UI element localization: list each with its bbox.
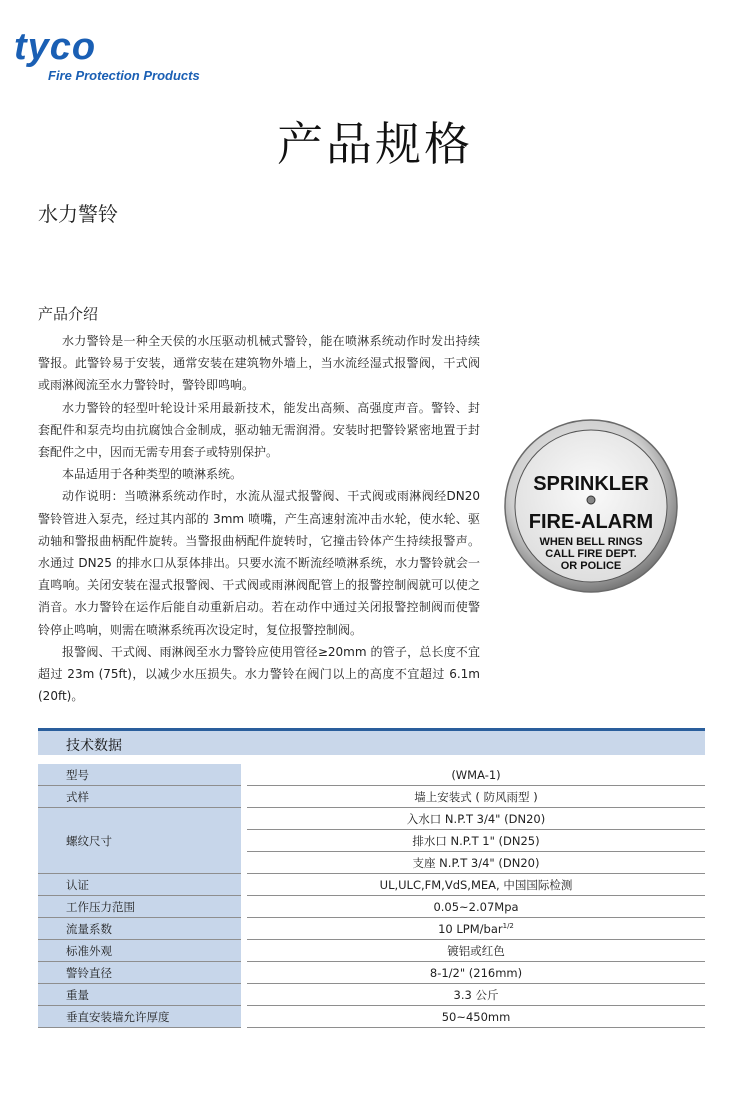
table-row xyxy=(38,786,705,808)
flow-superscript: 1/2 xyxy=(502,921,514,930)
table-row xyxy=(38,808,705,830)
table-row xyxy=(38,1006,705,1028)
table-row xyxy=(38,764,705,786)
bell-text-line3: WHEN BELL RINGS xyxy=(539,536,643,548)
logo-wordmark: tyco xyxy=(14,26,97,68)
bell-text-line2: FIRE-ALARM xyxy=(528,511,654,533)
spec-value: 3.3 公斤 xyxy=(244,984,705,1006)
intro-paragraph: 水力警铃是一种全天侯的水压驱动机械式警铃，能在喷淋系统动作时发出持续警报。此警铃易于安装，通常安装在建筑物外墙上，当水流经湿式报警阀，干式阀或雨淋阀流至水力警铃时，警铃即鸣响。 xyxy=(38,334,480,393)
spec-value: 入水口 N.P.T 3/4" (DN20) xyxy=(244,808,705,830)
spec-value: 排水口 N.P.T 1" (DN25) xyxy=(244,830,705,852)
intro-paragraph: 水力警铃的轻型叶轮设计采用最新技术，能发出高频、高强度声音。警铃、封套配件和泵壳均由抗腐蚀合金制成，驱动轴无需润滑。安装时把警铃紧密地置于封套配件之中，因而无需专用套子或特别保护。 xyxy=(38,400,480,460)
spec-value: 50~450mm xyxy=(244,1006,705,1028)
spec-value: UL,ULC,FM,VdS,MEA, 中国国际检测 xyxy=(244,874,705,896)
intro-text xyxy=(38,330,480,707)
spec-label: 标准外观 xyxy=(38,940,244,962)
spec-label: 式样 xyxy=(38,786,244,808)
spec-value: 支座 N.P.T 3/4" (DN20) xyxy=(244,852,705,874)
spec-heading: 技术数据 xyxy=(66,738,122,754)
spec-label: 工作压力范围 xyxy=(38,896,244,918)
spec-label: 认证 xyxy=(38,874,244,896)
table-row xyxy=(38,984,705,1006)
bell-text-line5: OR POLICE xyxy=(560,560,622,572)
spec-label: 螺纹尺寸 xyxy=(38,808,244,874)
bell-text-line1: SPRINKLER xyxy=(533,473,649,495)
spec-value: 镀铝或红色 xyxy=(244,940,705,962)
table-row xyxy=(38,918,705,940)
product-name: 水力警铃 xyxy=(38,202,118,226)
fire-alarm-bell-image xyxy=(503,418,679,594)
intro-paragraph: 报警阀、干式阀、雨淋阀至水力警铃应使用管径≥20mm 的管子，总长度不宜超过 23m (75ft)，以减少水压损失。水力警铃在阀门以上的高度不宜超过 6.1m (20ft)。 xyxy=(38,644,480,704)
spec-label: 流量系数 xyxy=(38,918,244,940)
spec-label: 重量 xyxy=(38,984,244,1006)
table-row xyxy=(38,896,705,918)
spec-value: 墙上安装式 ( 防风雨型 ) xyxy=(244,786,705,808)
tyco-logo xyxy=(14,28,200,83)
spec-section-header xyxy=(38,728,705,755)
spec-value: 0.05~2.07Mpa xyxy=(244,896,705,918)
bell-text-line4: CALL FIRE DEPT. xyxy=(545,548,637,560)
logo-subtitle: Fire Protection Products xyxy=(48,68,200,83)
spec-table xyxy=(38,764,705,1028)
table-row xyxy=(38,940,705,962)
table-row xyxy=(38,874,705,896)
table-row xyxy=(38,962,705,984)
intro-paragraph: 动作说明：当喷淋系统动作时，水流从湿式报警阀、干式阀或雨淋阀经DN20 警铃管进入泵壳，经过其内部的 3mm 喷嘴，产生高速射流冲击水轮，使水轮、驱动轴和警报曲柄配件旋转。当警报曲柄配件旋转时，它撞击铃体产生持续报警声。水通过 DN25 的排水口从泵体排出。只要水流不断流经喷淋系统，水力警铃就会一直鸣响。关闭安装在湿式报警阀、干式阀或雨淋阀配管上的报警控制阀就可以使之消音。水力警铃在运作后能自动重新启动。若在动作中通过关闭报警控制阀而使警铃停止鸣响，则需在喷淋系统再次设定时，复位报警控制阀。 xyxy=(38,489,480,637)
page-title: 产品规格 xyxy=(277,117,473,171)
spec-value: 8-1/2" (216mm) xyxy=(244,962,705,984)
flow-value-text: 10 LPM/bar xyxy=(438,921,503,936)
spec-value: (WMA-1) xyxy=(244,764,705,786)
spec-value xyxy=(244,918,705,940)
spec-label: 型号 xyxy=(38,764,244,786)
intro-paragraph: 本品适用于各种类型的喷淋系统。 xyxy=(62,467,243,482)
intro-heading: 产品介绍 xyxy=(38,305,99,323)
spec-label: 警铃直径 xyxy=(38,962,244,984)
spec-label: 垂直安装墙允许厚度 xyxy=(38,1006,244,1028)
